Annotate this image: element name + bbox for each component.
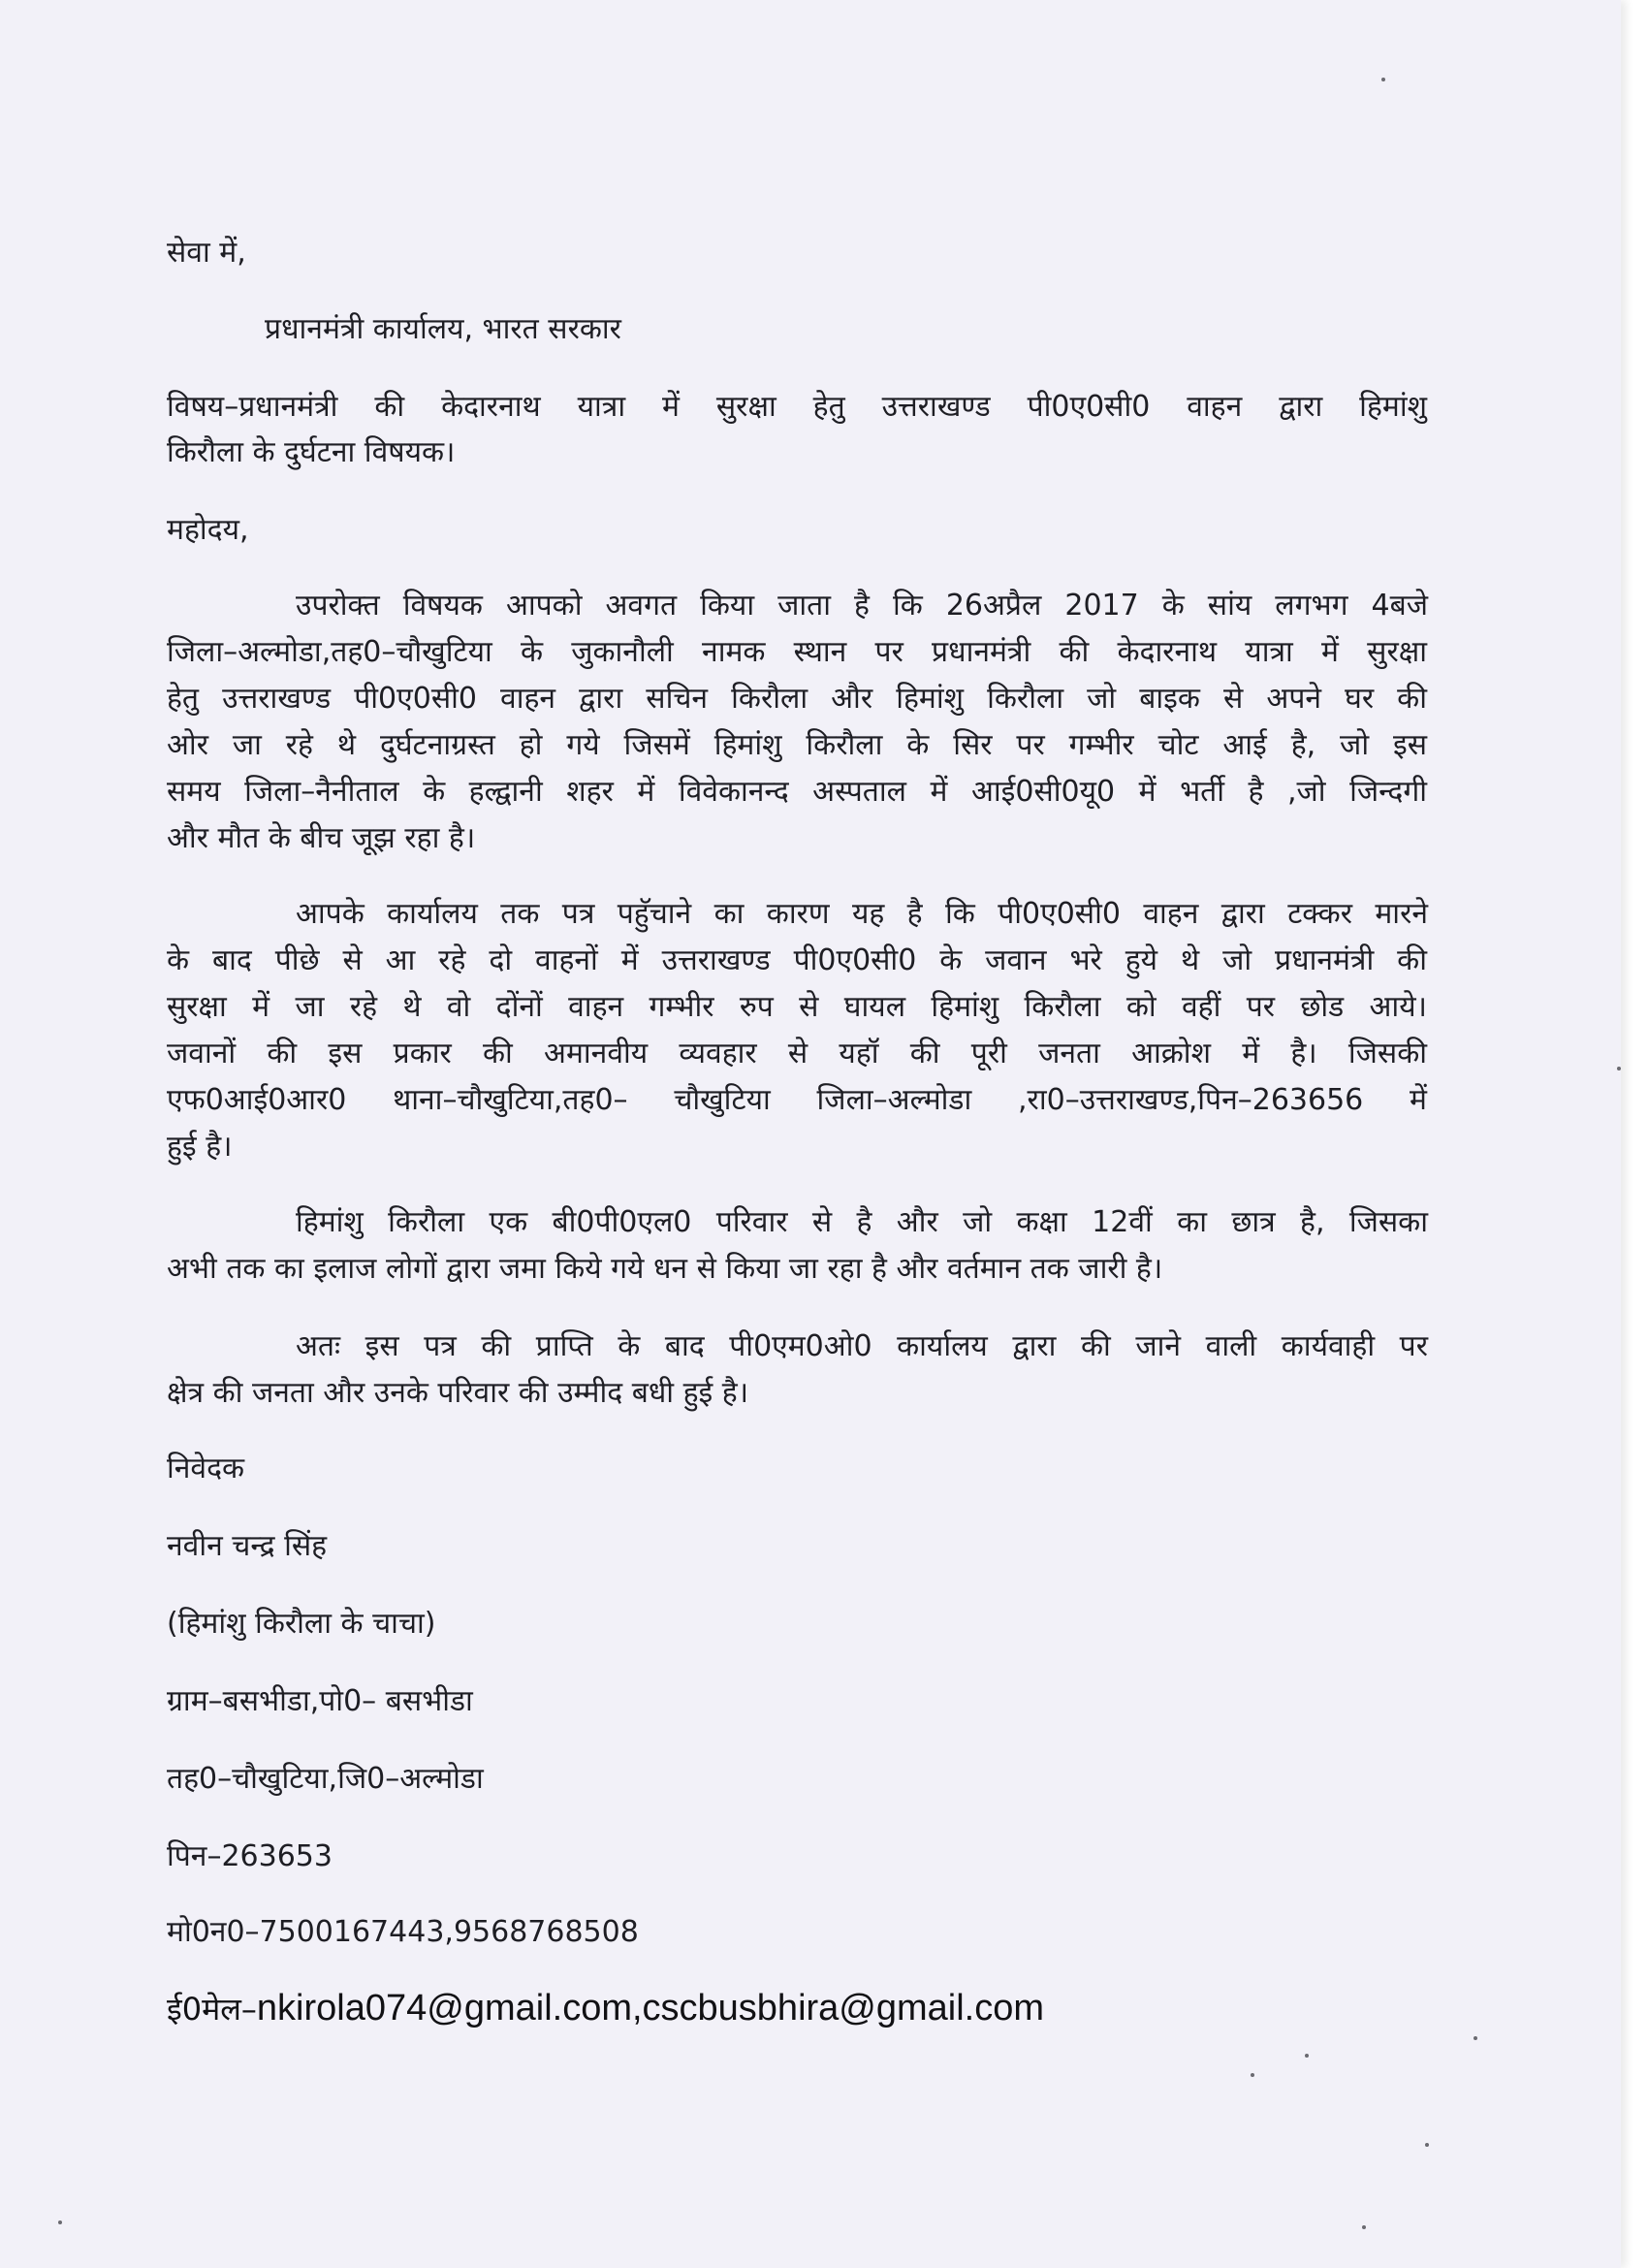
sender-village: ग्राम–बसभीडा,पो0– बसभीडा <box>167 1684 473 1718</box>
closing: निवेदक <box>167 1452 245 1485</box>
paragraph2-line-3: सुरक्षा में जा रहे थे वो दोंनों वाहन गम्भीर रुप से घायल हिमांशु किरौला को वहीं पर छोड आये। <box>167 990 1427 1024</box>
paragraph4-line-2: क्षेत्र की जनता और उनके परिवार की उम्मीद बधी हुई है। <box>167 1376 749 1410</box>
sender-email <box>167 1990 1044 2027</box>
scan-speck <box>1362 2225 1366 2229</box>
paragraph3-line-2: अभी तक का इलाज लोगों द्वारा जमा किये गये धन से किया जा रहा है और वर्तमान तक जारी है। <box>167 1252 1163 1286</box>
subject-line-1: विषय–प्रधानमंत्री की केदारनाथ यात्रा में सुरक्षा हेतु उत्तराखण्ड पी0ए0सी0 वाहन द्वारा हिमांशु <box>167 390 1427 424</box>
paragraph1-line-5: समय जिला–नैनीताल के हल्द्वानी शहर में विवेकानन्द अस्पताल में आई0सी0यू0 में भर्ती है ,जो जिन्दगी <box>167 775 1427 809</box>
paragraph2-line-1: आपके कार्यालय तक पत्र पहुॅचाने का कारण यह है कि पी0ए0सी0 वाहन द्वारा टक्कर मारने <box>296 897 1428 931</box>
paragraph3-line-1: हिमांशु किरौला एक बी0पी0एल0 परिवार से है और जो कक्षा 12वीं का छात्र है, जिसका <box>296 1205 1428 1239</box>
salutation-to: सेवा में, <box>167 236 246 270</box>
paragraph4-line-1: अतः इस पत्र की प्राप्ति के बाद पी0एम0ओ0 कार्यालय द्वारा की जाने वाली कार्यवाही पर <box>296 1329 1428 1363</box>
paragraph2-line-2: के बाद पीछे से आ रहे दो वाहनों में उत्तराखण्ड पी0ए0सी0 के जवान भरे हुये थे जो प्रधानमंत्री की <box>167 943 1427 977</box>
paragraph2-line-4: जवानों की इस प्रकार की अमानवीय व्यवहार से यहॉ की पूरी जनता आक्रोश में है। जिसकी <box>167 1037 1427 1070</box>
subject-line-2: किरौला के दुर्घटना विषयक। <box>167 435 456 469</box>
paragraph1-line-6: और मौत के बीच जूझ रहा है। <box>167 821 476 855</box>
scan-speck <box>1474 2036 1477 2040</box>
addressee: प्रधानमंत्री कार्यालय, भारत सरकार <box>265 312 621 346</box>
sender-relation: (हिमांशु किरौला के चाचा) <box>167 1607 436 1641</box>
scan-speck <box>1425 2143 1429 2147</box>
scan-speck <box>1617 1067 1621 1070</box>
paragraph1-line-3: हेतु उत्तराखण्ड पी0ए0सी0 वाहन द्वारा सचिन किरौला और हिमांशु किरौला जो बाइक से अपने घर की <box>167 682 1427 716</box>
email-value: nkirola074@gmail.com,cscbusbhira@gmail.com <box>256 1988 1045 2028</box>
paragraph1-line-4: ओर जा रहे थे दुर्घटनाग्रस्त हो गये जिसमें हिमांशु किरौला के सिर पर गम्भीर चोट आई है, जो इस <box>167 728 1427 762</box>
email-label: ई0मेल– <box>167 1991 257 2028</box>
greeting: महोदय, <box>167 513 249 547</box>
scan-speck <box>1381 78 1385 81</box>
scan-speck <box>58 2220 62 2224</box>
sender-tehsil: तह0–चौखुटिया,जि0–अल्मोडा <box>167 1762 484 1796</box>
scan-speck <box>1305 2054 1309 2058</box>
paragraph1-line-2: जिला–अल्मोडा,तह0–चौखुटिया के जुकानौली नामक स्थान पर प्रधानमंत्री की केदारनाथ यात्रा में सुरक्षा <box>167 635 1427 669</box>
scan-speck <box>1251 2073 1254 2077</box>
sender-name: नवीन चन्द्र सिंह <box>167 1529 328 1563</box>
sender-mobile: मो0न0–7500167443,9568768508 <box>167 1915 639 1949</box>
paragraph1-line-1: उपरोक्त विषयक आपको अवगत किया जाता है कि 26अप्रैल 2017 के सांय लगभग 4बजे <box>296 589 1428 623</box>
sender-pin: पिन–263653 <box>167 1839 333 1873</box>
paragraph2-line-6: हुई है। <box>167 1130 233 1164</box>
paragraph2-line-5: एफ0आई0आर0 थाना–चौखुटिया,तह0– चौखुटिया जिला–अल्मोडा ,रा0–उत्तराखण्ड,पिन–263656 में <box>167 1083 1427 1117</box>
